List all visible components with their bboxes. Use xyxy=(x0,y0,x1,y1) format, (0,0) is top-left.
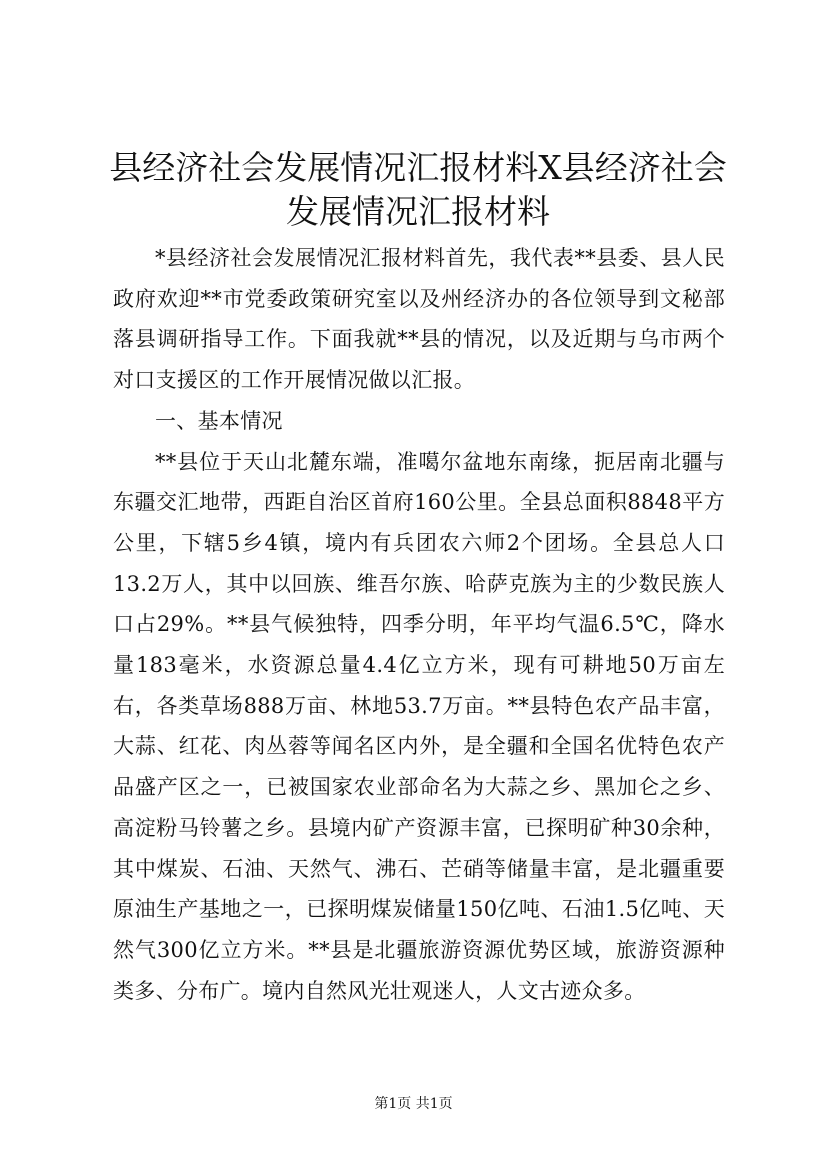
document-body xyxy=(113,238,725,1011)
paragraph-intro: *县经济社会发展情况汇报材料首先，我代表**县委、县人民政府欢迎**市党委政策研究室以及州经济办的各位领导到文秘部落县调研指导工作。下面我就**县的情况，以及近期与乌市两个对口支援区的工作开展情况做以汇报。 xyxy=(113,246,725,393)
page-number-footer: 第1页 共1页 xyxy=(374,1096,453,1112)
document-title: 县经济社会发展情况汇报材料X县经济社会发展情况汇报材料 xyxy=(109,148,727,231)
section-heading-basic-info: 一、基本情况 xyxy=(155,408,283,433)
paragraph-basic-info: **县位于天山北麓东端，准噶尔盆地东南缘，扼居南北疆与东疆交汇地带，西距自治区首府160公里。全县总面积8848平方公里，下辖5乡4镇，境内有兵团农六师2个团场。全县总人口13.2万人，其中以回族、维吾尔族、哈萨克族为主的少数民族人口占29%。**县气候独特，四季分明，年平均气温6.5℃，降水量183毫米，水资源总量4.4亿立方米，现有可耕地50万亩左右，各类草场888万亩、林地53.7万亩。**县特色农产品丰富，大蒜、红花、肉丛蓉等闻名区内外，是全疆和全国名优特色农产品盛产区之一，已被国家农业部命名为大蒜之乡、黑加仑之乡、高淀粉马铃薯之乡。县境内矿产资源丰富，已探明矿种30余种，其中煤炭、石油、天然气、沸石、芒硝等储量丰富，是北疆重要原油生产基地之一，已探明煤炭储量150亿吨、石油1.5亿吨、天然气300亿立方米。**县是北疆旅游资源优势区域，旅游资源种类多、分布广。境内自然风光壮观迷人，人文古迹众多。 xyxy=(113,449,725,1003)
